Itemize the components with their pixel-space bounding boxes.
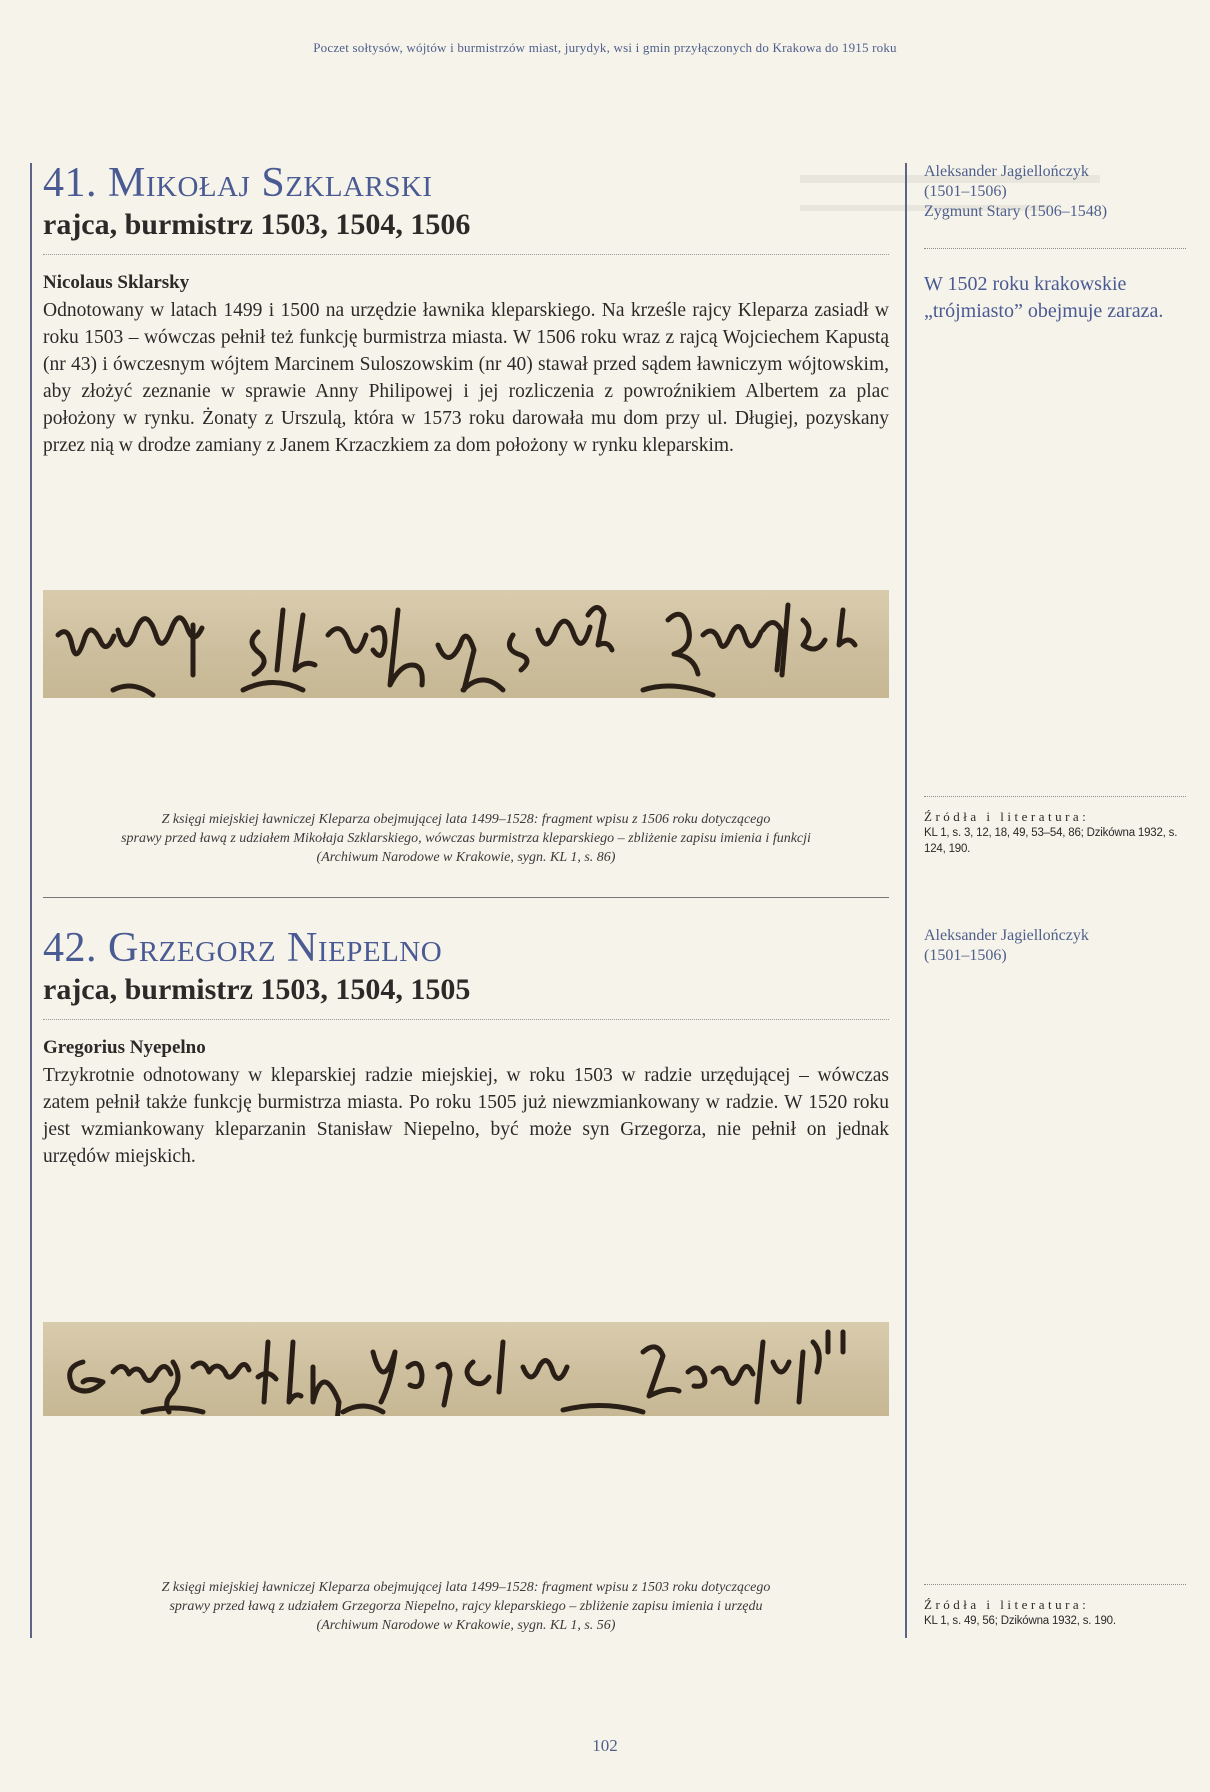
dotted-divider — [43, 1019, 889, 1020]
entry-title — [43, 925, 889, 971]
manuscript-fragment-image — [43, 1322, 889, 1416]
entry-separator-rule — [43, 897, 889, 898]
sources-heading: Źródła i literatura: — [924, 1597, 1090, 1612]
caption-line: (Archiwum Narodowe w Krakowie, sygn. KL 1, s. 86) — [316, 850, 616, 865]
caption-line: Z księgi miejskiej ławniczej Kleparza obejmującej lata 1499–1528: fragment wpisu z 1506 roku dotyczącego — [161, 812, 771, 827]
dotted-divider — [43, 254, 889, 255]
dotted-divider — [924, 1584, 1186, 1585]
entry-body: Odnotowany w latach 1499 i 1500 na urzędzie ławnika kleparskiego. Na krześle rajcy Kleparza zasiadł w roku 1503 – wówczas pełnił też funkcję burmistrza miasta. W 1506 roku wraz z rajcą Wojciechem Kapustą (nr 43) i ówczesnym wójtem Marcinem Suloszowskim (nr 40) stawał przed sądem ławniczym wójtowskim, aby złożyć zeznanie w sprawie Anny Philipowej i jej rozliczenia z powroźnikiem Albertem za plac położony w rynku. Żonaty z Urszulą, która w 1573 roku darowała mu dom przy ul. Długiej, pozyskany przez nią w drodze zamiany z Janem Krzaczkiem za dom położony w rynku kleparskim. — [43, 300, 889, 456]
dotted-divider — [924, 796, 1186, 797]
entry-41 — [43, 160, 889, 459]
latin-name: Nicolaus Sklarsky — [43, 272, 190, 293]
entry-title — [43, 160, 889, 206]
caption-line: sprawy przed ławą z udziałem Grzegorza Niepelno, rajcy kleparskiego – zbliżenie zapisu imienia i urzędu — [169, 1599, 763, 1614]
entry-name: Mikołaj Szklarski — [108, 160, 433, 206]
ruler-line: (1501–1506) — [924, 947, 1007, 964]
sidebar-divider-rule — [905, 163, 907, 1638]
entry-subtitle: rajca, burmistrz 1503, 1504, 1506 — [43, 208, 471, 241]
entry-subtitle: rajca, burmistrz 1503, 1504, 1505 — [43, 973, 471, 1006]
caption-line: Z księgi miejskiej ławniczej Kleparza obejmującej lata 1499–1528: fragment wpisu z 1503 roku dotyczącego — [161, 1580, 771, 1595]
caption-line: (Archiwum Narodowe w Krakowie, sygn. KL 1, s. 56) — [316, 1618, 616, 1633]
latin-name: Gregorius Nyepelno — [43, 1037, 206, 1058]
ruler-line: Zygmunt Stary (1506–1548) — [924, 203, 1108, 220]
ruler-line: Aleksander Jagiellończyk — [924, 927, 1089, 944]
sidebar-sources-41 — [924, 796, 1186, 857]
entry-42 — [43, 925, 889, 1170]
left-margin-rule — [30, 163, 32, 1638]
entry-name: Grzegorz Niepelno — [108, 925, 443, 971]
running-header: Poczet sołtysów, wójtów i burmistrzów miast, jurydyk, wsi i gmin przyłączonych do Krakowa do 1915 roku — [313, 40, 897, 55]
dotted-divider — [924, 248, 1186, 249]
manuscript-caption — [43, 810, 889, 867]
sources-heading: Źródła i literatura: — [924, 809, 1090, 824]
page-number: 102 — [592, 1736, 618, 1755]
ruler-line: (1501–1506) — [924, 183, 1007, 200]
sidebar-sources-42 — [924, 1584, 1186, 1629]
sidebar-entry-42 — [924, 926, 1186, 966]
manuscript-caption — [43, 1578, 889, 1635]
entry-body: Trzykrotnie odnotowany w kleparskiej radzie miejskiej, w roku 1503 w radzie urzędującej – wówczas zatem pełnił także funkcję burmistrza miasta. Po roku 1505 już niewzmiankowany w radzie. W 1520 roku jest wzmiankowany kleparzanin Stanisław Niepelno, być może syn Grzegorza, nie pełnił on jednak urzędów miejskich. — [43, 1065, 889, 1167]
sources-list: KL 1, s. 49, 56; Dzikówna 1932, s. 190. — [924, 1615, 1116, 1627]
manuscript-fragment-image — [43, 590, 889, 698]
sidebar-entry-41 — [924, 162, 1186, 325]
ruler-line: Aleksander Jagiellończyk — [924, 163, 1089, 180]
entry-number: 41. — [43, 160, 97, 206]
caption-line: sprawy przed ławą z udziałem Mikołaja Szklarskiego, wówczas burmistrza kleparskiego – zbliżenie zapisu imienia i funkcji — [121, 831, 811, 846]
entry-number: 42. — [43, 925, 97, 971]
sources-list: KL 1, s. 3, 12, 18, 49, 53–54, 86; Dzikówna 1932, s. 124, 190. — [924, 827, 1178, 855]
historical-note: W 1502 roku krakowskie „trójmiasto” obejmuje zaraza. — [924, 273, 1164, 322]
